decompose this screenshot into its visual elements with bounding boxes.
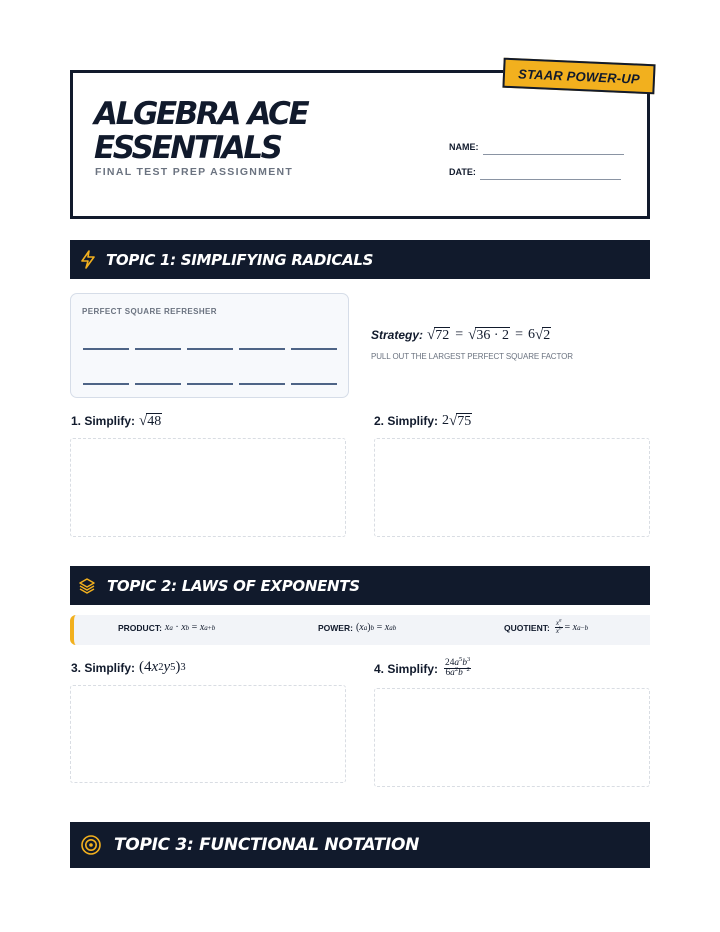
quotient-law: QUOTIENT: $\frac{x^a}{x^b}$ = x a−b [504,618,589,636]
topic-3-header [70,822,650,868]
strategy-hint: PULL OUT THE LARGEST PERFECT SQUARE FACTOR [371,352,573,361]
refresher-blank[interactable] [187,383,233,385]
strategy-formula [371,327,551,343]
page-title-line-2: ESSENTIALS [94,130,281,166]
problem-1-label: 1. Simplify: √ 48 [71,413,162,430]
topic-2-header [70,566,650,605]
lightning-icon [79,250,97,270]
problem-1-work-area[interactable] [70,438,346,537]
refresher-label: PERFECT SQUARE REFRESHER [82,307,217,316]
product-law: PRODUCT: x a · x b = x a+b [118,622,216,633]
topic-3-title: TOPIC 3: FUNCTIONAL NOTATION [114,835,420,855]
target-icon [80,834,102,856]
date-label: DATE: [449,167,476,177]
refresher-blank[interactable] [83,383,129,385]
topic-2-title: TOPIC 2: LAWS OF EXPONENTS [107,576,360,595]
problem-3-label: 3. Simplify: (4 x 2 y 5 ) 3 [71,659,186,675]
refresher-blank[interactable] [135,348,181,350]
problem-3-work-area[interactable] [70,685,346,783]
page-title-line-1: ALGEBRA ACE [94,96,308,132]
refresher-blank[interactable] [135,383,181,385]
problem-2-label: 2. Simplify: 2 √ 75 [374,413,472,430]
refresher-blank[interactable] [239,383,285,385]
layers-icon [78,576,96,596]
problem-4-work-area[interactable] [374,688,650,787]
refresher-blank[interactable] [187,348,233,350]
topic-1-header [70,240,650,279]
refresher-blank[interactable] [291,383,337,385]
strategy-label: Strategy: [371,328,424,343]
name-label: NAME: [449,142,479,152]
page-subtitle: FINAL TEST PREP ASSIGNMENT [95,166,294,178]
problem-4-label: 4. Simplify: $\frac{24a^5b^3}{6a^2b^{-2}}$ [374,655,471,679]
refresher-row-2 [83,383,337,385]
badge-label: STAAR POWER-UP [517,65,641,87]
date-field[interactable] [480,179,621,180]
refresher-row-1 [83,348,337,350]
refresher-blank[interactable] [291,348,337,350]
topic-1-title: TOPIC 1: SIMPLIFYING RADICALS [106,250,374,269]
refresher-blank[interactable] [83,348,129,350]
refresher-blank[interactable] [239,348,285,350]
problem-2-work-area[interactable] [374,438,650,537]
power-law: POWER: ( x a ) b = x ab [318,622,397,633]
strategy-math: √ 72 = √ 36 · 2 = 6 √ 2 [427,327,551,344]
name-field[interactable] [483,154,624,155]
